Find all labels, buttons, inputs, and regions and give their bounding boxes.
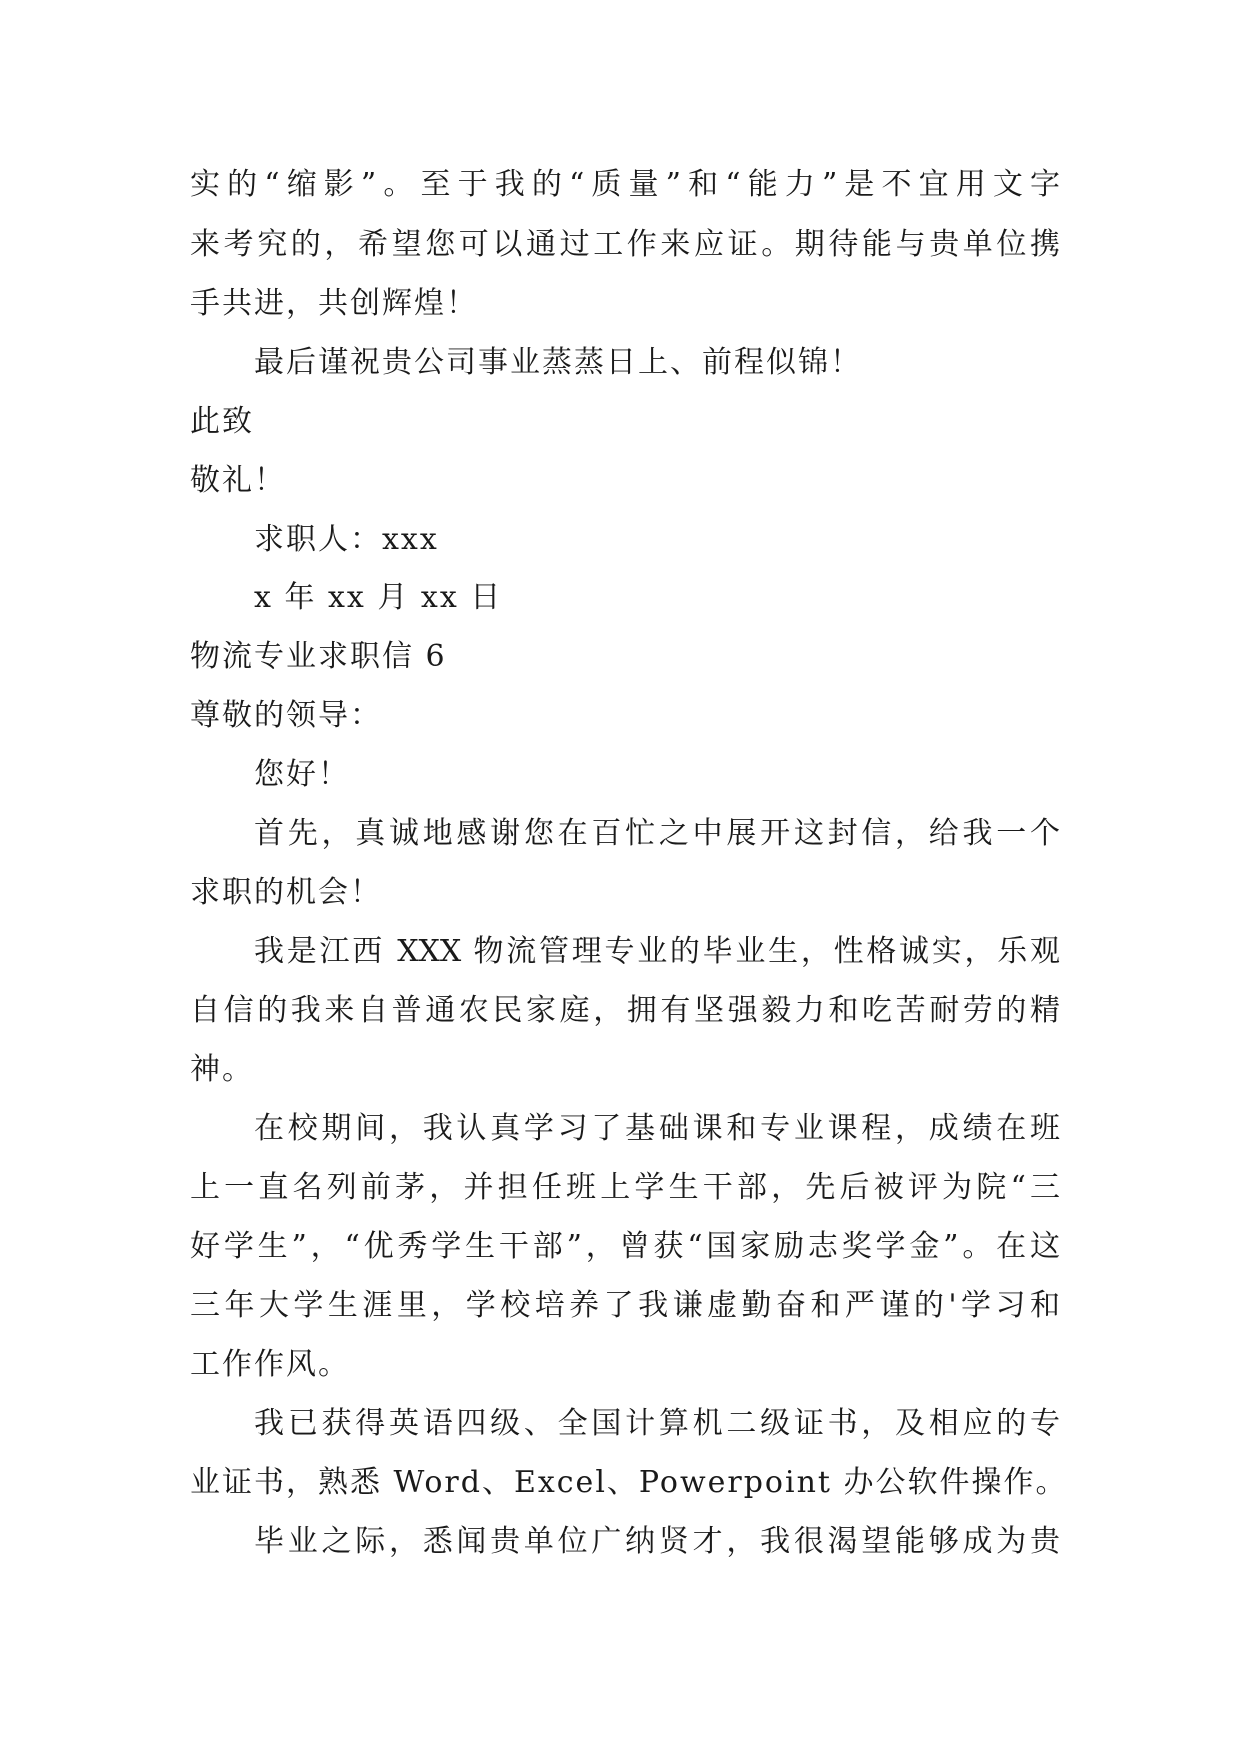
greeting-line: 尊敬的领导： (190, 698, 382, 733)
text-line: 业证书，熟悉 Word、Excel、Powerpoint 办公软件操作。 (190, 1465, 1068, 1500)
text-line: 上一直名列前茅，并担任班上学生干部，先后被评为院“三 (190, 1170, 1060, 1205)
text-line: 最后谨祝贵公司事业蒸蒸日上、前程似锦！ (254, 345, 862, 380)
text-line: 您好！ (254, 757, 350, 792)
text-line: 来考究的，希望您可以通过工作来应证。期待能与贵单位携 (190, 227, 1060, 262)
text-line: 自信的我来自普通农民家庭，拥有坚强毅力和吃苦耐劳的精 (190, 993, 1060, 1028)
text-line: 我已获得英语四级、全国计算机二级证书，及相应的专 (254, 1406, 1060, 1441)
text-line: 实的“缩影”。至于我的“质量”和“能力”是不宜用文字 (190, 167, 1060, 202)
text-line: 手共进，共创辉煌！ (190, 286, 478, 321)
text-line: 在校期间，我认真学习了基础课和专业课程，成绩在班 (254, 1111, 1060, 1146)
text-line: 求职的机会！ (190, 875, 382, 910)
signature-date: x 年 xx 月 xx 日 (254, 580, 503, 615)
signature-name: 求职人：xxx (254, 522, 439, 557)
text-line: 我是江西 XXX 物流管理专业的毕业生，性格诚实，乐观 (254, 934, 1060, 969)
section-heading: 物流专业求职信 6 (190, 639, 447, 674)
salutation-closing: 此致 (190, 404, 254, 439)
text-line: 工作作风。 (190, 1347, 350, 1382)
text-line: 首先，真诚地感谢您在百忙之中展开这封信，给我一个 (254, 816, 1060, 851)
text-line: 三年大学生涯里，学校培养了我谦虚勤奋和严谨的'学习和 (190, 1288, 1060, 1323)
salutation-regards: 敬礼！ (190, 463, 286, 498)
text-line: 神。 (190, 1052, 254, 1087)
text-line: 毕业之际，悉闻贵单位广纳贤才，我很渴望能够成为贵 (254, 1524, 1060, 1559)
text-line: 好学生”，“优秀学生干部”，曾获“国家励志奖学金”。在这 (190, 1229, 1060, 1264)
